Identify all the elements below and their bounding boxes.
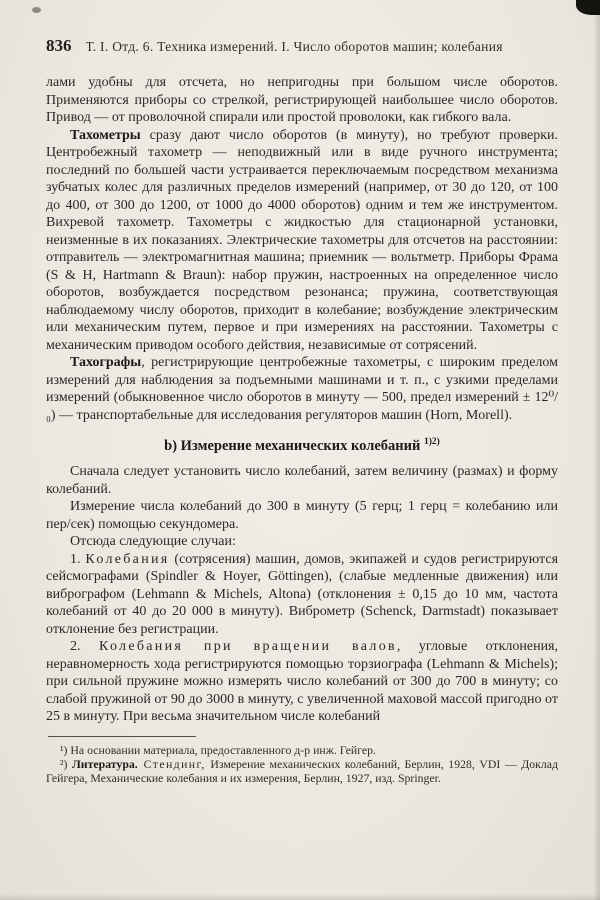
paragraph-text: Измерение числа колебаний до 300 в минуту (5 герц; 1 герц = колебанию или пер/сек) помощью секундомера. [46, 499, 558, 532]
paragraph-measurement [46, 498, 558, 533]
footnote-text: Измерение механических колебаний, Берлин, 1928, VDI — Доклад Гейгера, Механические колебания и их измерения, Берлин, 1927, изд. Springer. [46, 757, 559, 786]
paragraph-cases-intro [46, 533, 558, 551]
scan-edge-shadow-right [593, 0, 600, 900]
section-heading [46, 434, 558, 455]
scan-edge-shadow-bottom [0, 894, 600, 900]
emphasized-text: Колебания при вращении валов [99, 639, 397, 655]
paragraph-tachographs [46, 354, 558, 424]
page-number: 836 [46, 36, 72, 55]
paragraph-text: (сотрясения) машин, домов, экипажей и судов регистрируются сейсмографами (Spindler & Hoyer, Göttingen), (слабые медленные движения) или вибрографом (Lehmann & Michels, Altona) (отклонения ± 0,15 до 10 мм, частота колебаний от 40 до 20 000 в минуту). Виброметр (Schenck, Darmstadt) показывает отклонение без регистрации. [46, 551, 559, 637]
paragraph-first-step [46, 463, 558, 498]
bold-lead-word: Тахометры [70, 127, 141, 143]
section-heading-text: b) Измерение механических колебаний [164, 437, 421, 454]
paragraph-tachometers [46, 127, 558, 355]
running-header [46, 36, 558, 56]
ink-blot-top-left [32, 7, 41, 13]
running-header-text: Т. I. Отд. 6. Техника измерений. I. Число оборотов машин; колебания [85, 39, 503, 54]
ink-blot-top-right [576, 0, 600, 15]
list-number: 1. [70, 551, 86, 567]
paragraph-case-2 [46, 638, 558, 726]
footnote-2 [46, 757, 558, 785]
emphasized-text: Колебания [85, 551, 170, 567]
footnote-reference-marks: 1)2) [424, 437, 440, 447]
footnote-marker: ²) [60, 757, 73, 772]
list-number: 2. [70, 639, 99, 655]
page-content [46, 74, 558, 785]
footnote-author-name: Стендинг, [137, 757, 206, 772]
bold-lead-word: Тахографы [70, 355, 142, 370]
paragraph-text: Отсюда следующие случаи: [70, 534, 236, 550]
paragraph-text: Сначала следует установить число колебаний, затем величину (размах) и форму колебаний. [46, 464, 558, 497]
footnote-1 [46, 743, 558, 757]
paragraph-text: , регистрирующие центробежные тахометры, с широким пределом измерений для наблюдения за подъемными машинами и т. п., с узкими пределами измерений (обыкновенное число оборотов в минуту — 500, предел измерений ± 12⁰/₀) — транспортабельные для исследования регуляторов машин (Horn, Morell). [46, 355, 558, 423]
footnote-text: ¹) На основании материала, предоставленного д-р инж. Гейгер. [60, 742, 376, 757]
footnote-separator-rule [48, 736, 196, 737]
paragraph-continuation [46, 74, 558, 127]
paragraph-case-1 [46, 551, 558, 639]
footnote-bold-word: Литература. [72, 757, 138, 772]
paragraph-text: сразу дают число оборотов (в минуту), но требуют проверки. Центробежный тахометр — неподвижный или в виде ручного инструмента; последний по большей части устраивается переключаемым посредством механизма зубчатых колес для различных пределов измерений (например, от 30 до 120, от 100 до 400, от 300 до 1200, от 1000 до 4000 оборотов) одним и тем же инструментом. Вихревой тахометр. Тахометры с жидкостью для стационарной установки, неизменные в их показаниях. Электрические тахометры для отсчетов на расстоянии: отправитель — электромагнитная машина; приемник — вольтметр. Приборы Фрама (S & H, Hartmann & Braun): набор пружин, настроенных на определенное число оборотов, возбуждается посредством резонанса; пружина, соответствующая наблюдаемому числу оборотов, приходит в колебание; возбуждение электрическим или механическим путем, первое и при измерениях на расстоянии. Тахометры с механическим приводом особого действия, независимые от сотрясений. [46, 127, 558, 353]
paragraph-text: , угловые отклонения, неравномерность хода регистрируются помощью торзиографа (Lehmann & Michels); при сильной пружине можно измерять число колебаний от 300 до 700 в минуту; со слабой пружиной от 90 до 3000 в минуту, с увеличенной маховой массой пригодно от 25 в минуту. При весьма значительном числе колебаний [46, 639, 558, 725]
paragraph-text: лами удобны для отсчета, но непригодны при большом числе оборотов. Применяются приборы со стрелкой, регистрирующей наибольшее число оборотов. Привод — от проволочной спирали или простой проволоки, как гибкого вала. [46, 75, 558, 125]
footnotes [46, 736, 558, 786]
